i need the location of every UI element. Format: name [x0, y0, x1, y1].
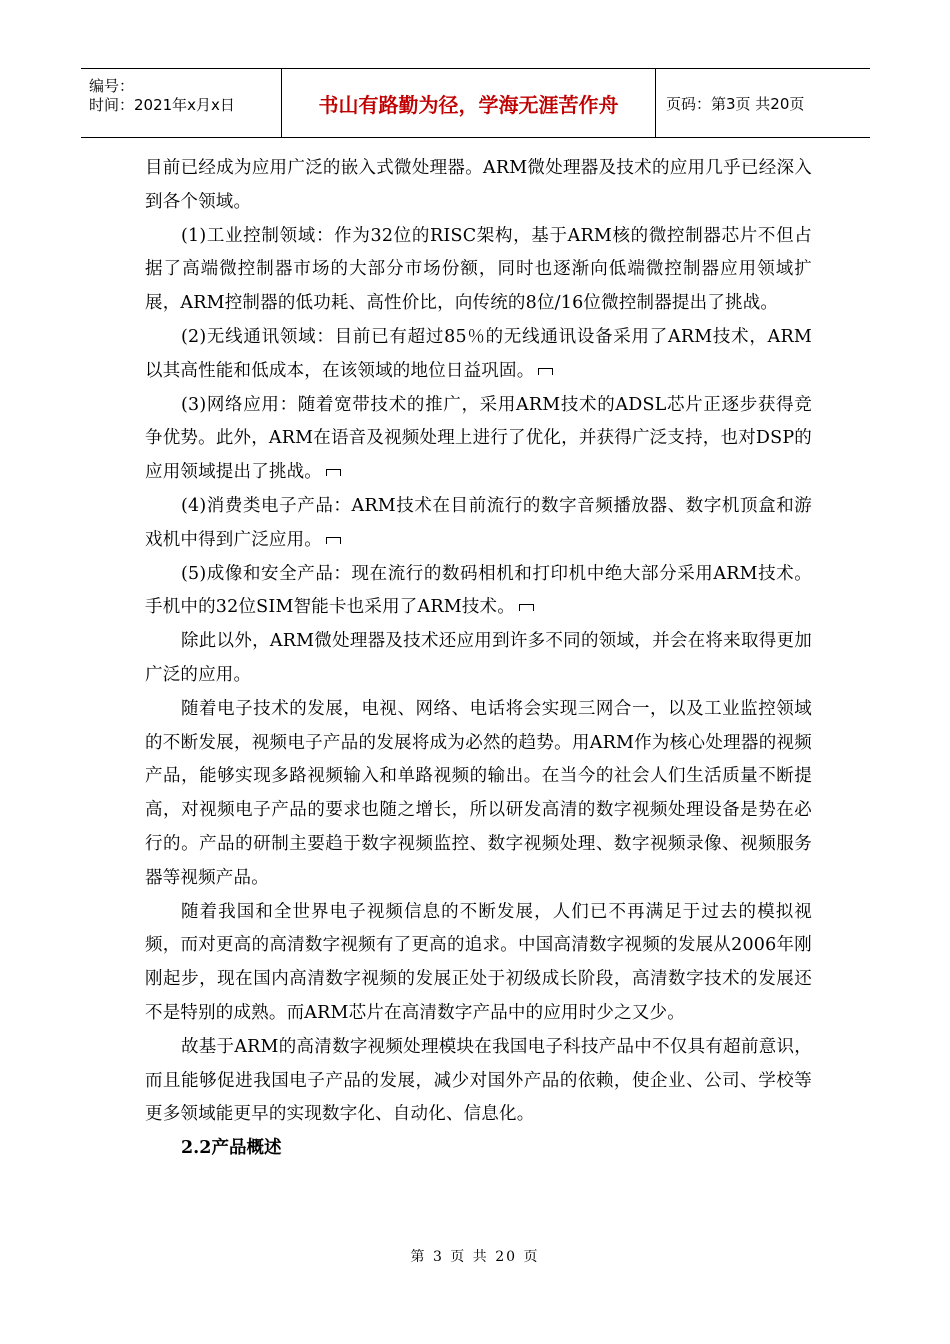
document-body [145, 152, 812, 1166]
body-paragraph [145, 321, 812, 389]
body-paragraph [145, 220, 812, 321]
body-paragraph [145, 389, 812, 490]
paragraph-text: (1)工业控制领域：作为32位的RISC架构，基于ARM核的微控制器芯片不但占据了高端微控制器市场的大部分市场份额，同时也逐渐向低端微控制器应用领域扩展，ARM控制器的低功耗、高性价比，向传统的8位/16位微控制器提出了挑战。 [145, 225, 812, 314]
paragraph-text: (4)消费类电子产品：ARM技术在目前流行的数字音频播放器、数字机顶盒和游戏机中得到广泛应用。 [145, 495, 812, 550]
paragraph-text: 随着电子技术的发展，电视、网络、电话将会实现三网合一，以及工业监控领域的不断发展，视频电子产品的发展将成为必然的趋势。用ARM作为核心处理器的视频产品，能够实现多路视频输入和单路视频的输出。在当今的社会人们生活质量不断提高，对视频电子产品的要求也随之增长，所以研发高清的数字视频处理设备是势在必行的。产品的研制主要趋于数字视频监控、数字视频处理、数字视频录像、视频服务器等视频产品。 [145, 698, 812, 888]
paragraph-text: (5)成像和安全产品：现在流行的数码相机和打印机中绝大部分采用ARM技术。手机中的32位SIM智能卡也采用了ARM技术。 [145, 563, 812, 618]
paragraph-mark-icon [326, 537, 341, 544]
paragraph-text: 除此以外，ARM微处理器及技术还应用到许多不同的领域，并会在将来取得更加广泛的应用。 [145, 631, 812, 685]
body-paragraph [145, 152, 812, 220]
header-page-info: 页码：第3页 共20页 [666, 94, 805, 113]
body-paragraph [145, 625, 812, 693]
section-heading: 2.2产品概述 [181, 1138, 282, 1159]
paragraph-mark-icon [538, 368, 553, 375]
header-motto-cell [282, 69, 656, 137]
body-paragraph [145, 693, 812, 896]
paragraph-text: (3)网络应用：随着宽带技术的推广，采用ARM技术的ADSL芯片正逐步获得竞争优势。此外，ARM在语音及视频处理上进行了优化，并获得广泛支持，也对DSP的应用领域提出了挑战。 [145, 394, 812, 483]
body-paragraph [145, 1031, 812, 1132]
time-label: 时间：2021年x月x日 [89, 96, 235, 114]
paragraph-text: 目前已经成为应用广泛的嵌入式微处理器。ARM微处理器及技术的应用几乎已经深入到各个领域。 [145, 158, 812, 212]
body-paragraph [145, 558, 812, 626]
paragraph-text: 随着我国和全世界电子视频信息的不断发展，人们已不再满足于过去的模拟视频，而对更高的高清数字视频有了更高的追求。中国高清数字视频的发展从2006年刚刚起步，现在国内高清数字视频的发展正处于初级成长阶段，高清数字技术的发展还不是特别的成熟。而ARM芯片在高清数字产品中的应用时少之又少。 [145, 901, 812, 1023]
body-paragraph [145, 490, 812, 558]
page-header [81, 68, 870, 138]
serial-label: 编号： [89, 77, 135, 95]
paragraph-mark-icon [326, 469, 341, 476]
body-paragraph [145, 896, 812, 1031]
header-meta [81, 69, 282, 137]
paragraph-text: 故基于ARM的高清数字视频处理模块在我国电子科技产品中不仅具有超前意识，而且能够促进我国电子产品的发展，减少对国外产品的依赖，使企业、公司、学校等更多领域能更早的实现数字化、自动化、信息化。 [145, 1036, 812, 1125]
paragraph-text: (2)无线通讯领域：目前已有超过85％的无线通讯设备采用了ARM技术，ARM以其高性能和低成本，在该领域的地位日益巩固。 [145, 326, 812, 381]
paragraph-mark-icon [519, 604, 534, 611]
page-footer: 第 3 页 共 20 页 [410, 1249, 540, 1265]
header-motto: 书山有路勤为径，学海无涯苦作舟 [318, 92, 619, 117]
paragraph-list [145, 152, 812, 1132]
